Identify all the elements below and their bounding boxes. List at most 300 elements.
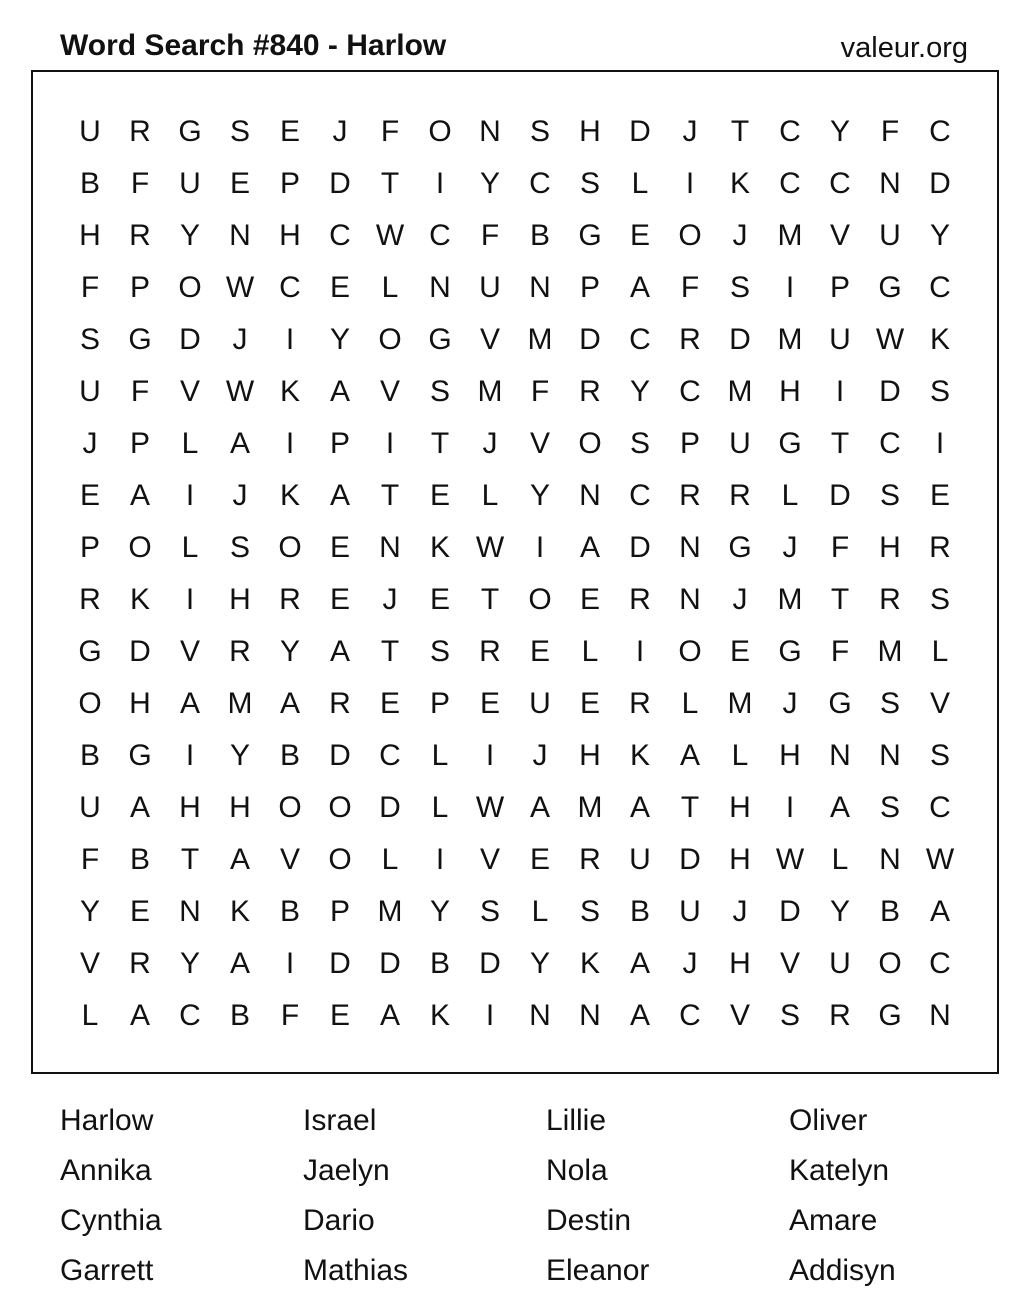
grid-letter[interactable]: K xyxy=(279,375,300,408)
grid-letter[interactable]: G xyxy=(578,219,602,252)
grid-letter[interactable]: E xyxy=(329,999,350,1032)
grid-letter[interactable]: W xyxy=(225,375,255,408)
grid-letter[interactable]: R xyxy=(229,635,251,668)
grid-letter[interactable]: U xyxy=(79,791,101,824)
grid-letter[interactable]: M xyxy=(227,687,253,720)
grid-letter[interactable]: A xyxy=(629,271,650,304)
grid-letter[interactable]: D xyxy=(779,895,801,928)
grid-letter[interactable]: V xyxy=(179,375,200,408)
grid-letter[interactable]: F xyxy=(80,271,100,304)
grid-letter[interactable]: D xyxy=(729,323,751,356)
grid-letter[interactable]: I xyxy=(785,271,795,304)
grid-letter[interactable]: O xyxy=(328,791,352,824)
grid-letter[interactable]: S xyxy=(779,999,800,1032)
grid-letter[interactable]: I xyxy=(535,531,545,564)
grid-letter[interactable]: R xyxy=(329,687,351,720)
grid-letter[interactable]: T xyxy=(480,583,500,616)
grid-letter[interactable]: B xyxy=(279,739,300,772)
grid-letter[interactable]: S xyxy=(429,635,450,668)
grid-letter[interactable]: Y xyxy=(629,375,650,408)
grid-letter[interactable]: J xyxy=(382,583,398,616)
grid-letter[interactable]: E xyxy=(279,115,300,148)
grid-letter[interactable]: G xyxy=(128,323,152,356)
grid-letter[interactable]: U xyxy=(829,947,851,980)
grid-letter[interactable]: N xyxy=(379,531,401,564)
grid-letter[interactable]: K xyxy=(629,739,650,772)
grid-letter[interactable]: O xyxy=(128,531,152,564)
grid-letter[interactable]: O xyxy=(278,791,302,824)
grid-letter[interactable]: T xyxy=(430,427,450,460)
grid-letter[interactable]: O xyxy=(878,947,902,980)
grid-letter[interactable]: R xyxy=(479,635,501,668)
grid-letter[interactable]: F xyxy=(530,375,550,408)
grid-letter[interactable]: D xyxy=(379,947,401,980)
grid-letter[interactable]: O xyxy=(328,843,352,876)
grid-letter[interactable]: B xyxy=(879,895,900,928)
grid-letter[interactable]: C xyxy=(679,999,701,1032)
grid-letter[interactable]: H xyxy=(129,687,151,720)
grid-letter[interactable]: S xyxy=(879,479,900,512)
grid-letter[interactable]: D xyxy=(329,947,351,980)
grid-letter[interactable]: T xyxy=(680,791,700,824)
grid-letter[interactable]: N xyxy=(829,739,851,772)
grid-letter[interactable]: H xyxy=(779,739,801,772)
grid-letter[interactable]: O xyxy=(528,583,552,616)
grid-letter[interactable]: P xyxy=(579,271,600,304)
grid-letter[interactable]: V xyxy=(479,843,500,876)
grid-letter[interactable]: R xyxy=(279,583,301,616)
grid-letter[interactable]: A xyxy=(129,479,150,512)
grid-letter[interactable]: N xyxy=(429,271,451,304)
grid-letter[interactable]: S xyxy=(879,687,900,720)
grid-letter[interactable]: U xyxy=(79,115,101,148)
grid-letter[interactable]: R xyxy=(579,375,601,408)
grid-letter[interactable]: J xyxy=(732,219,748,252)
grid-letter[interactable]: S xyxy=(629,427,650,460)
grid-letter[interactable]: T xyxy=(180,843,200,876)
grid-letter[interactable]: T xyxy=(830,427,850,460)
grid-letter[interactable]: F xyxy=(830,531,850,564)
grid-letter[interactable]: R xyxy=(929,531,951,564)
grid-letter[interactable]: A xyxy=(229,427,250,460)
grid-letter[interactable]: S xyxy=(229,115,250,148)
grid-letter[interactable]: P xyxy=(129,271,150,304)
grid-letter[interactable]: D xyxy=(329,167,351,200)
grid-letter[interactable]: K xyxy=(729,167,750,200)
grid-letter[interactable]: S xyxy=(929,375,950,408)
grid-letter[interactable]: I xyxy=(435,843,445,876)
grid-letter[interactable]: Y xyxy=(179,947,200,980)
grid-letter[interactable]: V xyxy=(479,323,500,356)
grid-letter[interactable]: V xyxy=(729,999,750,1032)
grid-letter[interactable]: H xyxy=(229,791,251,824)
grid-letter[interactable]: F xyxy=(880,115,900,148)
grid-letter[interactable]: G xyxy=(728,531,752,564)
grid-letter[interactable]: A xyxy=(829,791,850,824)
grid-letter[interactable]: I xyxy=(485,739,495,772)
grid-letter[interactable]: L xyxy=(181,531,199,564)
grid-letter[interactable]: R xyxy=(129,219,151,252)
grid-letter[interactable]: C xyxy=(379,739,401,772)
grid-letter[interactable]: C xyxy=(929,115,951,148)
grid-letter[interactable]: E xyxy=(429,583,450,616)
grid-letter[interactable]: L xyxy=(481,479,499,512)
grid-letter[interactable]: A xyxy=(129,999,150,1032)
grid-letter[interactable]: Y xyxy=(529,947,550,980)
grid-letter[interactable]: A xyxy=(329,635,350,668)
grid-letter[interactable]: S xyxy=(929,739,950,772)
grid-letter[interactable]: J xyxy=(482,427,498,460)
grid-letter[interactable]: B xyxy=(279,895,300,928)
grid-letter[interactable]: U xyxy=(479,271,501,304)
grid-letter[interactable]: F xyxy=(130,167,150,200)
grid-letter[interactable]: O xyxy=(378,323,402,356)
grid-letter[interactable]: G xyxy=(178,115,202,148)
grid-letter[interactable]: B xyxy=(229,999,250,1032)
grid-letter[interactable]: F xyxy=(80,843,100,876)
grid-letter[interactable]: D xyxy=(479,947,501,980)
grid-letter[interactable]: U xyxy=(679,895,701,928)
grid-letter[interactable]: C xyxy=(629,479,651,512)
grid-letter[interactable]: I xyxy=(185,479,195,512)
grid-letter[interactable]: I xyxy=(185,739,195,772)
grid-letter[interactable]: W xyxy=(875,323,905,356)
grid-letter[interactable]: B xyxy=(79,167,100,200)
grid-letter[interactable]: K xyxy=(429,531,450,564)
grid-letter[interactable]: A xyxy=(629,999,650,1032)
grid-letter[interactable]: C xyxy=(179,999,201,1032)
grid-letter[interactable]: D xyxy=(379,791,401,824)
grid-letter[interactable]: O xyxy=(678,219,702,252)
grid-letter[interactable]: I xyxy=(435,167,445,200)
grid-letter[interactable]: C xyxy=(879,427,901,460)
grid-letter[interactable]: Y xyxy=(329,323,350,356)
grid-letter[interactable]: C xyxy=(779,167,801,200)
grid-letter[interactable]: H xyxy=(579,115,601,148)
grid-letter[interactable]: G xyxy=(428,323,452,356)
grid-letter[interactable]: M xyxy=(877,635,903,668)
grid-letter[interactable]: I xyxy=(285,323,295,356)
grid-letter[interactable]: O xyxy=(278,531,302,564)
grid-letter[interactable]: N xyxy=(579,479,601,512)
grid-letter[interactable]: S xyxy=(879,791,900,824)
grid-letter[interactable]: U xyxy=(829,323,851,356)
grid-letter[interactable]: J xyxy=(332,115,348,148)
grid-letter[interactable]: D xyxy=(129,635,151,668)
grid-letter[interactable]: S xyxy=(929,583,950,616)
grid-letter[interactable]: Y xyxy=(229,739,250,772)
grid-letter[interactable]: T xyxy=(730,115,750,148)
grid-letter[interactable]: F xyxy=(680,271,700,304)
grid-letter[interactable]: G xyxy=(128,739,152,772)
grid-letter[interactable]: A xyxy=(329,375,350,408)
grid-letter[interactable]: F xyxy=(830,635,850,668)
grid-letter[interactable]: V xyxy=(79,947,100,980)
grid-letter[interactable]: J xyxy=(532,739,548,772)
grid-letter[interactable]: E xyxy=(379,687,400,720)
grid-letter[interactable]: A xyxy=(379,999,400,1032)
grid-letter[interactable]: R xyxy=(79,583,101,616)
grid-letter[interactable]: R xyxy=(129,115,151,148)
grid-letter[interactable]: Y xyxy=(829,115,850,148)
grid-letter[interactable]: V xyxy=(779,947,800,980)
grid-letter[interactable]: A xyxy=(579,531,600,564)
grid-letter[interactable]: E xyxy=(529,843,550,876)
grid-letter[interactable]: S xyxy=(729,271,750,304)
grid-letter[interactable]: M xyxy=(377,895,403,928)
grid-letter[interactable]: A xyxy=(629,947,650,980)
grid-letter[interactable]: Y xyxy=(829,895,850,928)
grid-letter[interactable]: Y xyxy=(479,167,500,200)
grid-letter[interactable]: S xyxy=(529,115,550,148)
grid-letter[interactable]: M xyxy=(727,687,753,720)
grid-letter[interactable]: U xyxy=(729,427,751,460)
grid-letter[interactable]: L xyxy=(531,895,549,928)
grid-letter[interactable]: I xyxy=(485,999,495,1032)
grid-letter[interactable]: N xyxy=(929,999,951,1032)
grid-letter[interactable]: J xyxy=(232,323,248,356)
grid-letter[interactable]: P xyxy=(429,687,450,720)
grid-letter[interactable]: C xyxy=(629,323,651,356)
grid-letter[interactable]: C xyxy=(529,167,551,200)
grid-letter[interactable]: U xyxy=(79,375,101,408)
grid-letter[interactable]: I xyxy=(835,375,845,408)
grid-letter[interactable]: R xyxy=(129,947,151,980)
grid-letter[interactable]: R xyxy=(729,479,751,512)
grid-letter[interactable]: T xyxy=(830,583,850,616)
grid-letter[interactable]: D xyxy=(179,323,201,356)
grid-letter[interactable]: H xyxy=(879,531,901,564)
grid-letter[interactable]: A xyxy=(629,791,650,824)
grid-letter[interactable]: N xyxy=(679,531,701,564)
grid-letter[interactable]: K xyxy=(579,947,600,980)
grid-letter[interactable]: J xyxy=(232,479,248,512)
grid-letter[interactable]: I xyxy=(385,427,395,460)
grid-letter[interactable]: M xyxy=(577,791,603,824)
grid-letter[interactable]: J xyxy=(782,531,798,564)
grid-letter[interactable]: F xyxy=(130,375,150,408)
grid-letter[interactable]: O xyxy=(578,427,602,460)
grid-letter[interactable]: C xyxy=(929,791,951,824)
grid-letter[interactable]: N xyxy=(179,895,201,928)
grid-letter[interactable]: C xyxy=(679,375,701,408)
grid-letter[interactable]: E xyxy=(79,479,100,512)
grid-letter[interactable]: R xyxy=(629,583,651,616)
grid-letter[interactable]: C xyxy=(929,947,951,980)
grid-letter[interactable]: A xyxy=(529,791,550,824)
grid-letter[interactable]: R xyxy=(679,479,701,512)
grid-letter[interactable]: E xyxy=(329,583,350,616)
grid-letter[interactable]: W xyxy=(475,531,505,564)
grid-letter[interactable]: F xyxy=(280,999,300,1032)
grid-letter[interactable]: K xyxy=(279,479,300,512)
grid-letter[interactable]: C xyxy=(429,219,451,252)
grid-letter[interactable]: E xyxy=(329,531,350,564)
grid-letter[interactable]: C xyxy=(929,271,951,304)
grid-letter[interactable]: C xyxy=(779,115,801,148)
grid-letter[interactable]: M xyxy=(777,323,803,356)
grid-letter[interactable]: I xyxy=(935,427,945,460)
grid-letter[interactable]: A xyxy=(929,895,950,928)
grid-letter[interactable]: I xyxy=(185,583,195,616)
grid-letter[interactable]: F xyxy=(380,115,400,148)
grid-letter[interactable]: L xyxy=(931,635,949,668)
grid-letter[interactable]: A xyxy=(329,479,350,512)
grid-letter[interactable]: T xyxy=(380,635,400,668)
grid-letter[interactable]: E xyxy=(729,635,750,668)
grid-letter[interactable]: A xyxy=(279,687,300,720)
grid-letter[interactable]: N xyxy=(679,583,701,616)
grid-letter[interactable]: U xyxy=(179,167,201,200)
grid-letter[interactable]: O xyxy=(178,271,202,304)
grid-letter[interactable]: M xyxy=(527,323,553,356)
grid-letter[interactable]: S xyxy=(579,167,600,200)
grid-letter[interactable]: O xyxy=(428,115,452,148)
grid-letter[interactable]: G xyxy=(778,427,802,460)
grid-letter[interactable]: W xyxy=(775,843,805,876)
grid-letter[interactable]: H xyxy=(729,791,751,824)
grid-letter[interactable]: K xyxy=(929,323,950,356)
grid-letter[interactable]: A xyxy=(129,791,150,824)
grid-letter[interactable]: N xyxy=(479,115,501,148)
grid-letter[interactable]: J xyxy=(732,583,748,616)
grid-letter[interactable]: E xyxy=(529,635,550,668)
grid-letter[interactable]: R xyxy=(579,843,601,876)
grid-letter[interactable]: R xyxy=(629,687,651,720)
grid-letter[interactable]: Y xyxy=(79,895,100,928)
grid-letter[interactable]: N xyxy=(529,999,551,1032)
grid-letter[interactable]: G xyxy=(778,635,802,668)
grid-letter[interactable]: G xyxy=(78,635,102,668)
grid-letter[interactable]: N xyxy=(529,271,551,304)
grid-letter[interactable]: H xyxy=(179,791,201,824)
grid-letter[interactable]: B xyxy=(429,947,450,980)
grid-letter[interactable]: E xyxy=(329,271,350,304)
grid-letter[interactable]: N xyxy=(879,739,901,772)
grid-letter[interactable]: R xyxy=(829,999,851,1032)
grid-letter[interactable]: H xyxy=(279,219,301,252)
grid-letter[interactable]: L xyxy=(781,479,799,512)
grid-letter[interactable]: D xyxy=(629,531,651,564)
grid-letter[interactable]: E xyxy=(129,895,150,928)
grid-letter[interactable]: V xyxy=(929,687,950,720)
grid-letter[interactable]: S xyxy=(579,895,600,928)
grid-letter[interactable]: C xyxy=(279,271,301,304)
grid-letter[interactable]: W xyxy=(225,271,255,304)
grid-letter[interactable]: E xyxy=(229,167,250,200)
grid-letter[interactable]: H xyxy=(79,219,101,252)
grid-letter[interactable]: V xyxy=(179,635,200,668)
grid-letter[interactable]: T xyxy=(380,479,400,512)
grid-letter[interactable]: A xyxy=(679,739,700,772)
grid-letter[interactable]: P xyxy=(679,427,700,460)
grid-letter[interactable]: S xyxy=(479,895,500,928)
grid-letter[interactable]: L xyxy=(181,427,199,460)
grid-letter[interactable]: H xyxy=(229,583,251,616)
grid-letter[interactable]: Y xyxy=(929,219,950,252)
grid-letter[interactable]: P xyxy=(329,895,350,928)
grid-letter[interactable]: A xyxy=(179,687,200,720)
grid-letter[interactable]: E xyxy=(629,219,650,252)
grid-letter[interactable]: Y xyxy=(529,479,550,512)
grid-letter[interactable]: V xyxy=(379,375,400,408)
grid-letter[interactable]: H xyxy=(729,947,751,980)
grid-letter[interactable]: A xyxy=(229,843,250,876)
grid-letter[interactable]: A xyxy=(229,947,250,980)
grid-letter[interactable]: M xyxy=(477,375,503,408)
grid-letter[interactable]: P xyxy=(79,531,100,564)
grid-letter[interactable]: S xyxy=(429,375,450,408)
grid-letter[interactable]: J xyxy=(82,427,98,460)
grid-letter[interactable]: M xyxy=(777,583,803,616)
grid-letter[interactable]: W xyxy=(475,791,505,824)
grid-letter[interactable]: N xyxy=(229,219,251,252)
grid-letter[interactable]: O xyxy=(78,687,102,720)
grid-letter[interactable]: N xyxy=(879,843,901,876)
grid-letter[interactable]: W xyxy=(375,219,405,252)
grid-letter[interactable]: L xyxy=(381,843,399,876)
grid-letter[interactable]: D xyxy=(679,843,701,876)
grid-letter[interactable]: U xyxy=(529,687,551,720)
grid-letter[interactable]: U xyxy=(879,219,901,252)
grid-letter[interactable]: U xyxy=(629,843,651,876)
grid-letter[interactable]: L xyxy=(431,791,449,824)
grid-letter[interactable]: H xyxy=(779,375,801,408)
grid-letter[interactable]: V xyxy=(529,427,550,460)
grid-letter[interactable]: D xyxy=(329,739,351,772)
grid-letter[interactable]: J xyxy=(732,895,748,928)
grid-letter[interactable]: S xyxy=(229,531,250,564)
grid-letter[interactable]: L xyxy=(831,843,849,876)
grid-letter[interactable]: F xyxy=(480,219,500,252)
grid-letter[interactable]: I xyxy=(785,791,795,824)
grid-letter[interactable]: B xyxy=(129,843,150,876)
grid-letter[interactable]: R xyxy=(879,583,901,616)
grid-letter[interactable]: L xyxy=(731,739,749,772)
grid-letter[interactable]: B xyxy=(629,895,650,928)
grid-letter[interactable]: K xyxy=(429,999,450,1032)
grid-letter[interactable]: T xyxy=(380,167,400,200)
grid-letter[interactable]: Y xyxy=(429,895,450,928)
grid-letter[interactable]: L xyxy=(381,271,399,304)
grid-letter[interactable]: L xyxy=(631,167,649,200)
grid-letter[interactable]: G xyxy=(828,687,852,720)
grid-letter[interactable]: E xyxy=(479,687,500,720)
grid-letter[interactable]: I xyxy=(685,167,695,200)
grid-letter[interactable]: J xyxy=(682,947,698,980)
grid-letter[interactable]: D xyxy=(579,323,601,356)
grid-letter[interactable]: M xyxy=(777,219,803,252)
grid-letter[interactable]: Y xyxy=(279,635,300,668)
grid-letter[interactable]: V xyxy=(279,843,300,876)
grid-letter[interactable]: N xyxy=(879,167,901,200)
grid-letter[interactable]: D xyxy=(929,167,951,200)
grid-letter[interactable]: L xyxy=(431,739,449,772)
grid-letter[interactable]: I xyxy=(635,635,645,668)
grid-letter[interactable]: V xyxy=(829,219,850,252)
grid-letter[interactable]: G xyxy=(878,999,902,1032)
grid-letter[interactable]: P xyxy=(129,427,150,460)
grid-letter[interactable]: P xyxy=(829,271,850,304)
grid-letter[interactable]: H xyxy=(729,843,751,876)
grid-letter[interactable]: Y xyxy=(179,219,200,252)
grid-letter[interactable]: O xyxy=(678,635,702,668)
grid-letter[interactable]: D xyxy=(829,479,851,512)
grid-letter[interactable]: R xyxy=(679,323,701,356)
grid-letter[interactable]: S xyxy=(79,323,100,356)
grid-letter[interactable]: C xyxy=(329,219,351,252)
grid-letter[interactable]: B xyxy=(529,219,550,252)
